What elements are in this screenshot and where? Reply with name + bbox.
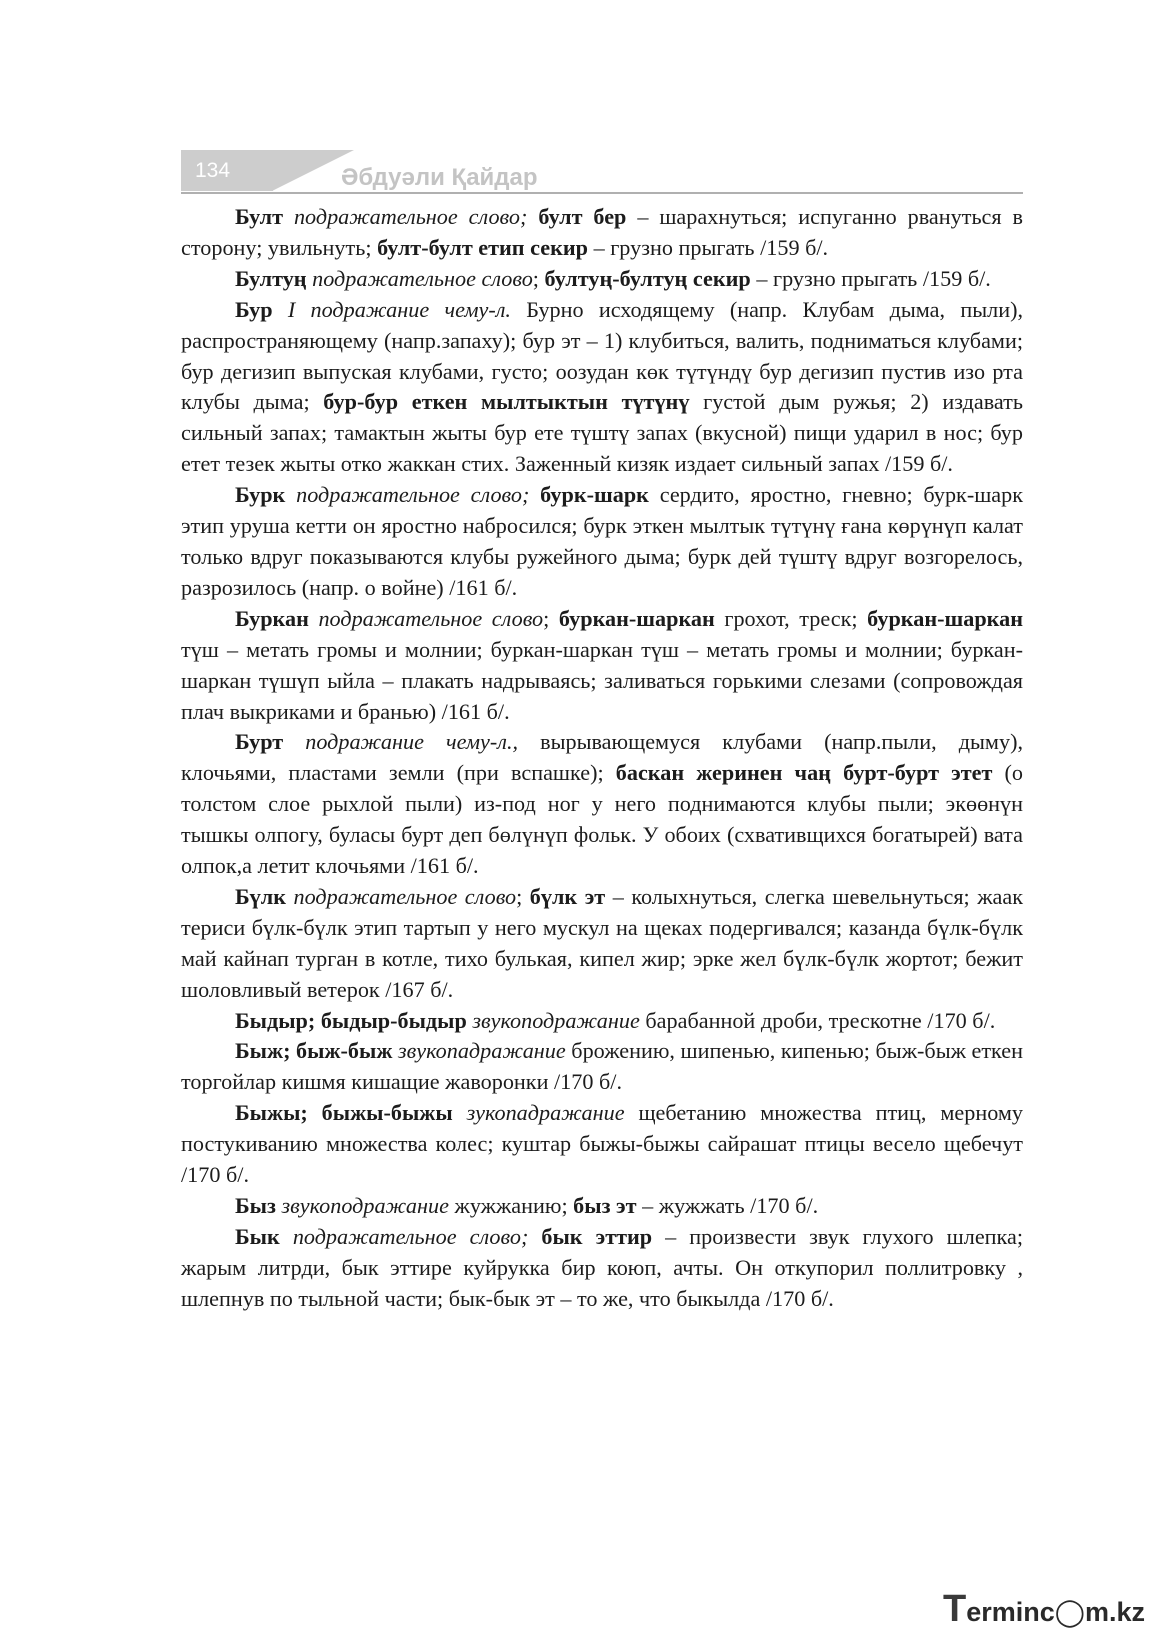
- dictionary-entry: [181, 604, 1023, 728]
- dictionary-entry: [181, 727, 1023, 882]
- definition-text: ;: [516, 883, 530, 909]
- headword: бык эттир: [541, 1223, 653, 1249]
- grammar-label: звукоподражание: [281, 1193, 449, 1218]
- headword: Булт: [235, 204, 284, 229]
- site-logo: [943, 1590, 1145, 1628]
- headword: Буркан: [235, 605, 309, 631]
- headword: Бүлк: [235, 883, 286, 909]
- dictionary-entry: [181, 1191, 1023, 1222]
- definition-text: түш – метать громы и молнии; буркан-шаркан түш – метать громы и молнии; буркан-шаркан түшүп ыйла – плакать надрываясь; заливаться горькими слезами (сопровождая плач выкриками и бранью) /161 б/.: [181, 636, 1023, 724]
- headword: бур-бур еткен мылтыктын түтүнү: [323, 389, 690, 415]
- headword: буркан-шаркан: [558, 605, 715, 631]
- grammar-label: звукоподражание: [472, 1007, 640, 1033]
- headword: булт бер: [538, 204, 627, 229]
- definition-text: брожению, шипенью, кипенью; быж-быж еткен торгойлар кишмя кишащие жаворонки /170 б/.: [181, 1038, 1024, 1095]
- grammar-label: подражательное слово: [312, 265, 533, 291]
- definition-text: [453, 1100, 467, 1125]
- headword: бурк-шарк: [540, 482, 649, 508]
- header-rule: [181, 192, 1023, 194]
- definition-text: Бурно исходящему (напр. Клубам дыма, пыли), распространяющему (напр.запаху); бур эт – 1) клубиться, валить, подниматься клубами; бур дегизип выпуская клубами, густо; оозудан көк түтүндү бур дегизип пустив изо рта клубы дыма;: [181, 296, 1023, 415]
- definition-text: – колыхнуться, слегка шевельнуться; жаак териси бүлк-бүлк этип тартып у него мускул на щеках подергивался; казанда бүлк-бүлк май кайнап турган в котле, тихо булькая, кипел жир; эрке жел бүлк-бүлк жортот; бежит шоловливый ветерок /167 б/.: [181, 883, 1024, 1002]
- definition-text: (о толстом слое рыхлой пыли) из-под ног у него поднимаются клубы пыли; экөөнүн тышкы олпогу, буласы бурт деп бөлүнүп фольк. У обоих (схвативщихся богатырей) вата олпок,а летит клочьями /161 б/.: [181, 760, 1023, 879]
- definition-text: – грузно прыгать /159 б/.: [750, 265, 991, 291]
- definition-text: [280, 1224, 293, 1249]
- grammar-label: подражательное слово;: [292, 1223, 529, 1249]
- dictionary-entry: [181, 480, 1023, 604]
- logo-text: erminc◯m.kz: [966, 1597, 1146, 1627]
- definition-text: – жужжать /170 б/.: [636, 1193, 819, 1218]
- headword: Бур: [235, 296, 273, 322]
- logo-mark: T: [943, 1588, 967, 1630]
- definition-text: жужжанию;: [448, 1193, 574, 1218]
- headword: буркан-шаркан: [867, 605, 1024, 631]
- grammar-label: подражательное слово;: [296, 482, 530, 508]
- grammar-label: подражание чему-л.,: [305, 729, 519, 755]
- definition-text: вырывающемуся клубами (напр.пыли, дыму), клочьями, пластами земли (при вспашке);: [181, 729, 1024, 786]
- page-number: 134: [181, 150, 273, 191]
- definition-text: сердито, яростно, гневно; бурк-шарк этип уруша кетти он яростно набросился; бурк эткен мылтык түтүнү ғана көрүнүп калат только вдруг показываются клубы ружейного дыма; бурк дей түштү вдруг возгорелось, разрозилось (напр. о войне) /161 б/.: [181, 482, 1024, 600]
- definition-text: – шарахнуться; испуганно рвануться в сторону; увильнуть;: [181, 204, 1024, 260]
- headword: Быж; быж-быж: [235, 1038, 393, 1064]
- dictionary-entry: [181, 1222, 1023, 1315]
- headword: Бултуң: [235, 265, 307, 291]
- definition-text: [273, 297, 288, 322]
- dictionary-entry: [181, 1036, 1023, 1098]
- grammar-label: зукопадражание: [466, 1100, 625, 1126]
- definition-text: [285, 482, 296, 507]
- running-head-author: Әбдуәли Қайдар: [341, 164, 538, 191]
- dictionary-entry: [181, 1006, 1023, 1037]
- definition-text: – грузно прыгать /159 б/.: [588, 234, 829, 260]
- headword: Быжы; быжы-быжы: [235, 1100, 453, 1126]
- grammar-label: I подражание чему-л.: [287, 296, 511, 322]
- headword: Быдыр; быдыр-быдыр: [235, 1007, 467, 1033]
- grammar-label: подражательное слово: [293, 883, 517, 909]
- grammar-label: подражательное слово: [318, 605, 544, 631]
- definition-text: щебетанию множества птиц, мерному постукиванию множества колес; куштар быжы-быжы сайрашат птицы весело щебечут /170 б/.: [181, 1100, 1023, 1188]
- headword: Бык: [235, 1223, 280, 1249]
- dictionary-entry: [181, 1098, 1023, 1191]
- definition-text: барабанной дроби, трескотне /170 б/.: [639, 1007, 996, 1033]
- definition-text: грохот, треск;: [714, 605, 868, 631]
- headword: булт-булт етип секир: [377, 234, 589, 260]
- headword: баскан жеринен чаң бурт-бурт этет: [615, 760, 993, 786]
- dictionary-entry: [181, 264, 1023, 295]
- headword: быз эт: [573, 1193, 637, 1218]
- dictionary-entry: [181, 882, 1023, 1006]
- page-header: [181, 150, 1023, 195]
- grammar-label: подражательное слово;: [293, 204, 528, 229]
- definition-text: [286, 884, 294, 909]
- headword: Бурт: [235, 729, 284, 755]
- definition-text: ;: [543, 605, 559, 631]
- headword: бүлк эт: [529, 883, 606, 909]
- definition-text: ;: [532, 265, 545, 291]
- definition-text: [527, 204, 538, 229]
- dictionary-entry: [181, 295, 1023, 480]
- definition-text: густой дым ружья; 2) издавать сильный запах; тамактын жыты бур ете түштү запах (вкусной) пищи ударил в нос; бур етет тезек жыты отко жаккан стих. Заженный кизяк издает сильный запах /159 б/.: [181, 389, 1023, 477]
- definition-text: [529, 482, 540, 507]
- definition-text: – произвести звук глухого шлепка; жарым литрди, бык эттире куйрукка бир коюп, ачты. Он откупорил поллитровку , шлепнув по тыльной части; бык-бык эт – то же, что быкылда /170 б/.: [181, 1223, 1024, 1311]
- headword: Быз: [235, 1193, 276, 1218]
- headword: Бурк: [235, 482, 286, 508]
- grammar-label: звукопадражание: [397, 1038, 566, 1064]
- definition-text: [283, 204, 294, 229]
- definition-text: [283, 729, 305, 754]
- definition-text: [528, 1224, 541, 1249]
- headword: бултуң-бултуң секир: [544, 265, 751, 291]
- dictionary-entries: [181, 202, 1023, 1315]
- dictionary-entry: [181, 202, 1023, 264]
